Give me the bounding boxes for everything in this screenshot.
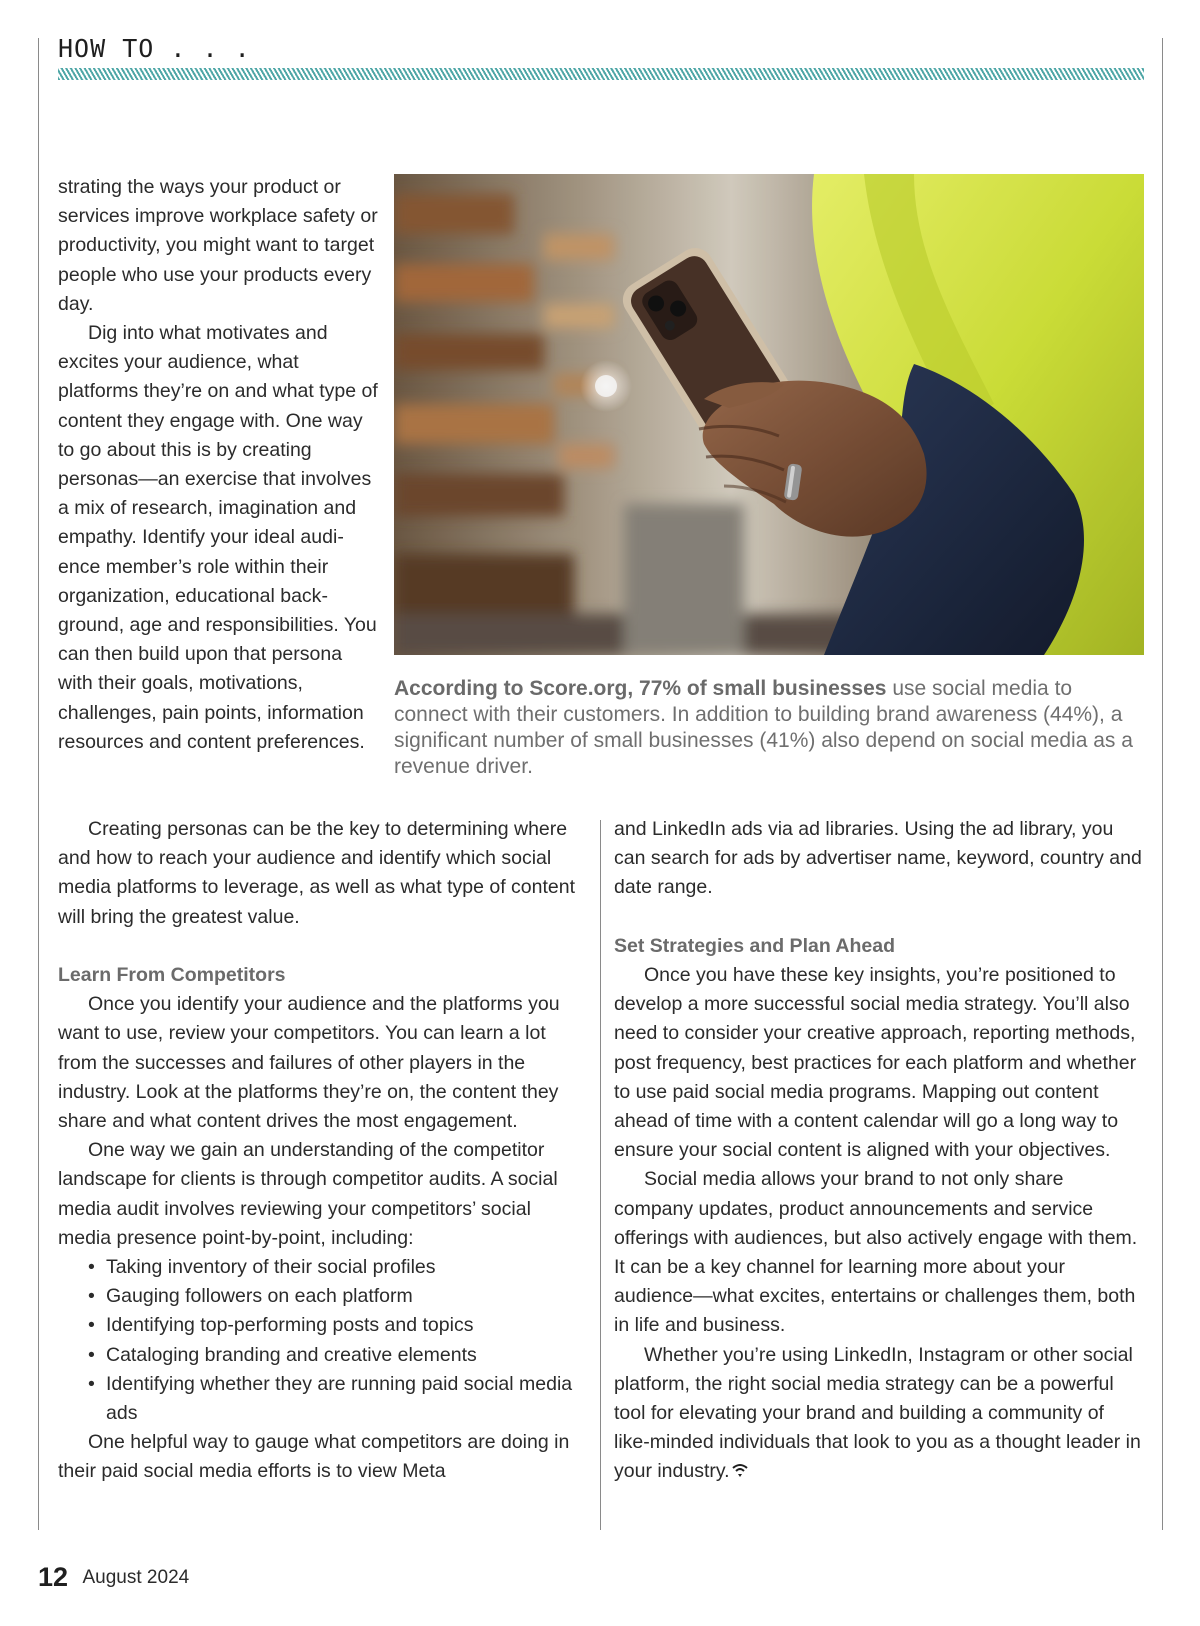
page-footer bbox=[38, 1562, 189, 1593]
right-border-rule bbox=[1162, 38, 1163, 1530]
col-c-paragraph-4 bbox=[614, 1341, 1144, 1487]
col-c-paragraph-3: Social media allows your brand to not only share company updates, product announcements and service offerings with audiences, but also actively engage with them. It can be a key channel for learning more about your audience—what excites, entertains or challenges them, both in life and business. bbox=[614, 1168, 1138, 1337]
bullet-dot: • bbox=[88, 1372, 95, 1395]
col-b-paragraph-1: Creating personas can be the key to determining where and how to reach your audience and identify which social media platforms to leverage, as well as what type of content will bring the greatest value. bbox=[58, 818, 576, 928]
list-item-text: Taking inventory of their social profiles bbox=[106, 1256, 436, 1279]
col-b-paragraph-3: One way we gain an understanding of the competitor landscape for clients is through competitor audits. A social media audit involves reviewing your competitors’ social media presence point-by-point, including: bbox=[58, 1139, 558, 1249]
page-number: 12 bbox=[38, 1562, 69, 1592]
issue-date: August 2024 bbox=[82, 1566, 190, 1588]
column-a bbox=[58, 173, 378, 757]
paragraph-gap bbox=[614, 903, 1144, 932]
header-hatch-rule bbox=[58, 68, 1144, 80]
paragraph-gap bbox=[58, 932, 588, 961]
col-c-paragraph-4-text: Whether you’re using LinkedIn, Instagram or other social platform, the right social media strategy can be a powerful tool for elevating your brand and building a community of like-minded individuals that look to you as a thought leader in your industry. bbox=[614, 1343, 1141, 1483]
list-item bbox=[58, 1253, 588, 1282]
bullet-dot: • bbox=[88, 1343, 95, 1366]
col-c-paragraph-2: Once you have these key insights, you’re positioned to develop a more successful social media strategy. You’ll also need to consider your creative approach, reporting methods, post frequency, best practices for each platform and whether to use paid social media programs. Mapping out content ahead of time with a content calendar will go a long way to ensure your social content is aligned with your objectives. bbox=[614, 964, 1137, 1162]
left-border-rule bbox=[38, 38, 39, 1530]
caption-text: use social media to connect with their customers. In addition to building brand awareness (44%), a significant number of small businesses (41%) also depend on social media as a revenue driver. bbox=[394, 677, 1133, 778]
bullet-dot: • bbox=[88, 1256, 95, 1279]
col-a-paragraph-2: Dig into what motivates and excites your audience, what platforms they’re on and what type of content they engage with. One way to go about this is by creating personas—an exercise that involves a mix of research, imagination and empathy. Identify your ideal audience member’s role within their organization, educational background, age and responsibilities. You can then build upon that persona with their goals, motivations, challenges, pain points, information resources and content preferences. bbox=[58, 322, 378, 753]
bullet-dot: • bbox=[88, 1314, 95, 1337]
list-item-text: Identifying whether they are running paid social media ads bbox=[106, 1372, 573, 1425]
list-item bbox=[58, 1282, 588, 1311]
col-b-paragraph-4: One helpful way to gauge what competitors are doing in their paid social media efforts is to view Meta bbox=[58, 1431, 570, 1483]
article-photo bbox=[394, 174, 1144, 655]
end-of-article-icon bbox=[732, 1463, 748, 1479]
list-item bbox=[58, 1311, 588, 1340]
list-item-text: Identifying top-performing posts and topics bbox=[106, 1314, 474, 1337]
column-b bbox=[58, 815, 588, 1487]
photo-caption bbox=[394, 676, 1146, 780]
audit-bullet-list bbox=[58, 1253, 588, 1428]
col-b-paragraph-2: Once you identify your audience and the platforms you want to use, review your competitors. You can learn a lot from the successes and failures of other players in the industry. Look at the platforms they’re on, the content they share and what content drives the most engagement. bbox=[58, 993, 560, 1133]
heading-set-strategies: Set Strategies and Plan Ahead bbox=[614, 934, 896, 957]
column-divider-rule bbox=[600, 820, 601, 1530]
column-c bbox=[614, 815, 1144, 1487]
col-a-paragraph-1: strating the ways your product or services improve workplace safety or productivity, you might want to target people who use your products every day. bbox=[58, 176, 378, 315]
list-item bbox=[58, 1341, 588, 1370]
list-item bbox=[58, 1370, 588, 1428]
section-label: HOW TO . . . bbox=[58, 34, 251, 63]
caption-bold: According to Score.org, 77% of small businesses bbox=[394, 677, 887, 700]
heading-learn-from-competitors: Learn From Competitors bbox=[58, 964, 286, 986]
list-item-text: Gauging followers on each platform bbox=[106, 1285, 413, 1308]
col-c-paragraph-1: and LinkedIn ads via ad libraries. Using the ad library, you can search for ads by advertiser name, keyword, country and date range. bbox=[614, 818, 1142, 899]
list-item-text: Cataloging branding and creative elements bbox=[106, 1343, 477, 1366]
bullet-dot: • bbox=[88, 1285, 95, 1308]
